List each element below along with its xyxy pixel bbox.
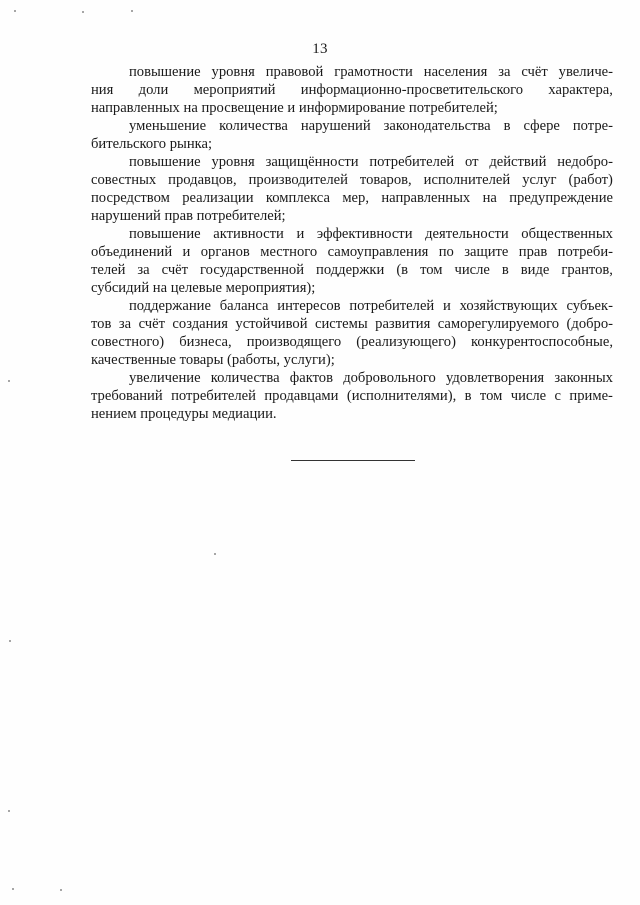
text-word: информационно-просветительского: [300, 82, 524, 98]
text-word: потребителей: [349, 298, 435, 314]
text-word: направленных на просвещение и информирование потребителей;: [91, 100, 498, 116]
text-word: тов: [91, 316, 112, 332]
text-line: [91, 207, 613, 225]
text-word: интересов: [277, 298, 341, 314]
text-word: общественных: [521, 226, 613, 242]
text-word: нарушений прав потребителей;: [91, 208, 286, 224]
text-word: комплекса: [265, 190, 330, 206]
text-word: телей: [91, 262, 126, 278]
text-line: [91, 333, 613, 351]
text-word: (в: [396, 262, 409, 278]
text-line: [91, 351, 613, 369]
text-word: бительского рынка;: [91, 136, 213, 152]
text-word: счёт: [138, 316, 165, 332]
scan-artifact: [131, 10, 133, 12]
text-word: повышение: [129, 154, 201, 170]
page-number: 13: [312, 41, 328, 57]
text-word: повышение: [129, 64, 201, 80]
text-word: производителей: [248, 172, 348, 188]
scan-artifact: [214, 553, 216, 555]
text-line: [91, 225, 613, 243]
text-word: уменьшение: [129, 118, 207, 134]
text-word: требований: [91, 388, 163, 404]
text-line: [91, 297, 613, 315]
text-word: виде: [520, 262, 550, 278]
text-word: совестных: [91, 172, 157, 188]
document-body: [91, 63, 613, 423]
text-line: [91, 315, 613, 333]
text-line: [91, 405, 613, 423]
text-word: активности: [213, 226, 284, 242]
text-word: за: [498, 64, 511, 80]
scan-artifact: [8, 810, 10, 812]
end-separator-line: [291, 460, 415, 461]
text-word: (работ): [568, 172, 613, 188]
text-word: потре-: [572, 118, 613, 134]
text-line: [91, 387, 613, 405]
text-word: объединений: [91, 244, 173, 260]
text-word: бизнеса,: [179, 334, 232, 350]
text-word: населения: [423, 64, 488, 80]
text-word: приме-: [569, 388, 613, 404]
text-line: [91, 261, 613, 279]
text-word: качественные товары (работы, услуги);: [91, 352, 335, 368]
text-word: в: [464, 388, 472, 404]
text-word: устойчивой: [235, 316, 308, 332]
text-word: исполнителей: [423, 172, 511, 188]
text-word: деятельности: [425, 226, 509, 242]
text-word: (добро-: [566, 316, 613, 332]
text-word: счёт: [521, 64, 548, 80]
text-word: уровня: [211, 64, 255, 80]
text-word: действий: [489, 154, 547, 170]
text-word: нарушений: [300, 118, 371, 134]
text-word: в: [501, 262, 509, 278]
text-word: законных: [554, 370, 613, 386]
text-word: поддержание: [129, 298, 211, 314]
text-word: том: [479, 388, 503, 404]
text-word: направленных: [381, 190, 471, 206]
text-word: грамотности: [334, 64, 413, 80]
text-word: счёт: [161, 262, 189, 278]
text-word: законодательства: [383, 118, 491, 134]
text-word: за: [118, 316, 132, 332]
text-line: [91, 63, 613, 81]
scan-artifact: [60, 889, 62, 891]
text-word: характера,: [548, 82, 613, 98]
text-word: добровольного: [343, 370, 436, 386]
text-word: местного: [260, 244, 318, 260]
text-word: фактов: [289, 370, 333, 386]
text-word: нением процедуры медиации.: [91, 406, 277, 422]
text-line: [91, 243, 613, 261]
text-word: потребителей: [369, 154, 455, 170]
text-word: создания: [172, 316, 228, 332]
scan-artifact: [12, 888, 14, 890]
text-line: [91, 135, 613, 153]
text-word: количества: [219, 118, 288, 134]
text-word: совестного): [91, 334, 165, 350]
text-word: прав: [518, 244, 548, 260]
text-word: с: [554, 388, 562, 404]
text-word: потреби-: [557, 244, 613, 260]
text-word: и: [443, 298, 451, 314]
text-word: товаров,: [359, 172, 412, 188]
text-line: [91, 369, 613, 387]
text-word: уровня: [211, 154, 255, 170]
text-word: мероприятий: [193, 82, 276, 98]
text-word: (реализующего): [356, 334, 456, 350]
text-word: баланса: [219, 298, 269, 314]
text-word: производящего: [246, 334, 342, 350]
text-word: увеличение: [129, 370, 201, 386]
text-word: ния: [91, 82, 114, 98]
text-word: системы: [315, 316, 368, 332]
text-word: потребителей: [171, 388, 256, 404]
text-word: увеличе-: [558, 64, 613, 80]
text-word: конкурентоспособные,: [471, 334, 613, 350]
text-word: предупреждение: [509, 190, 613, 206]
text-line: [91, 189, 613, 207]
text-word: и: [296, 226, 305, 242]
text-word: количества: [210, 370, 280, 386]
text-word: недобро-: [557, 154, 613, 170]
text-line: [91, 279, 613, 297]
text-word: органов: [200, 244, 250, 260]
text-word: развития: [375, 316, 431, 332]
scan-artifact: [82, 11, 84, 13]
text-word: продавцов,: [168, 172, 237, 188]
text-word: в: [503, 118, 511, 134]
text-word: защите: [464, 244, 509, 260]
text-word: и: [182, 244, 191, 260]
text-word: числе: [454, 262, 490, 278]
text-line: [91, 171, 613, 189]
text-word: саморегулируемого: [437, 316, 560, 332]
text-word: доли: [138, 82, 169, 98]
scan-artifact: [8, 380, 10, 382]
text-word: посредством: [91, 190, 170, 206]
text-word: удовлетворения: [446, 370, 545, 386]
text-word: повышение: [129, 226, 201, 242]
text-word: грантов,: [561, 262, 613, 278]
text-word: от: [465, 154, 479, 170]
text-word: государственной: [200, 262, 305, 278]
scan-artifact: [9, 640, 11, 642]
text-line: [91, 81, 613, 99]
text-word: услуг: [522, 172, 557, 188]
text-word: на: [482, 190, 497, 206]
text-word: правовой: [265, 64, 324, 80]
text-line: [91, 153, 613, 171]
text-word: продавцами: [264, 388, 339, 404]
text-line: [91, 117, 613, 135]
text-word: мер,: [342, 190, 369, 206]
text-word: за: [137, 262, 150, 278]
text-word: защищённости: [265, 154, 359, 170]
text-word: субъек-: [566, 298, 613, 314]
text-word: реализации: [182, 190, 254, 206]
text-line: [91, 99, 613, 117]
text-word: хозяйствующих: [459, 298, 558, 314]
text-word: субсидий на целевые мероприятия);: [91, 280, 316, 296]
text-word: том: [420, 262, 443, 278]
text-word: поддержки: [316, 262, 385, 278]
text-word: числе: [510, 388, 547, 404]
text-word: самоуправления: [327, 244, 429, 260]
text-word: (исполнителями),: [346, 388, 457, 404]
text-word: эффективности: [316, 226, 413, 242]
text-word: по: [438, 244, 454, 260]
scan-artifact: [14, 10, 16, 12]
text-word: сфере: [523, 118, 560, 134]
